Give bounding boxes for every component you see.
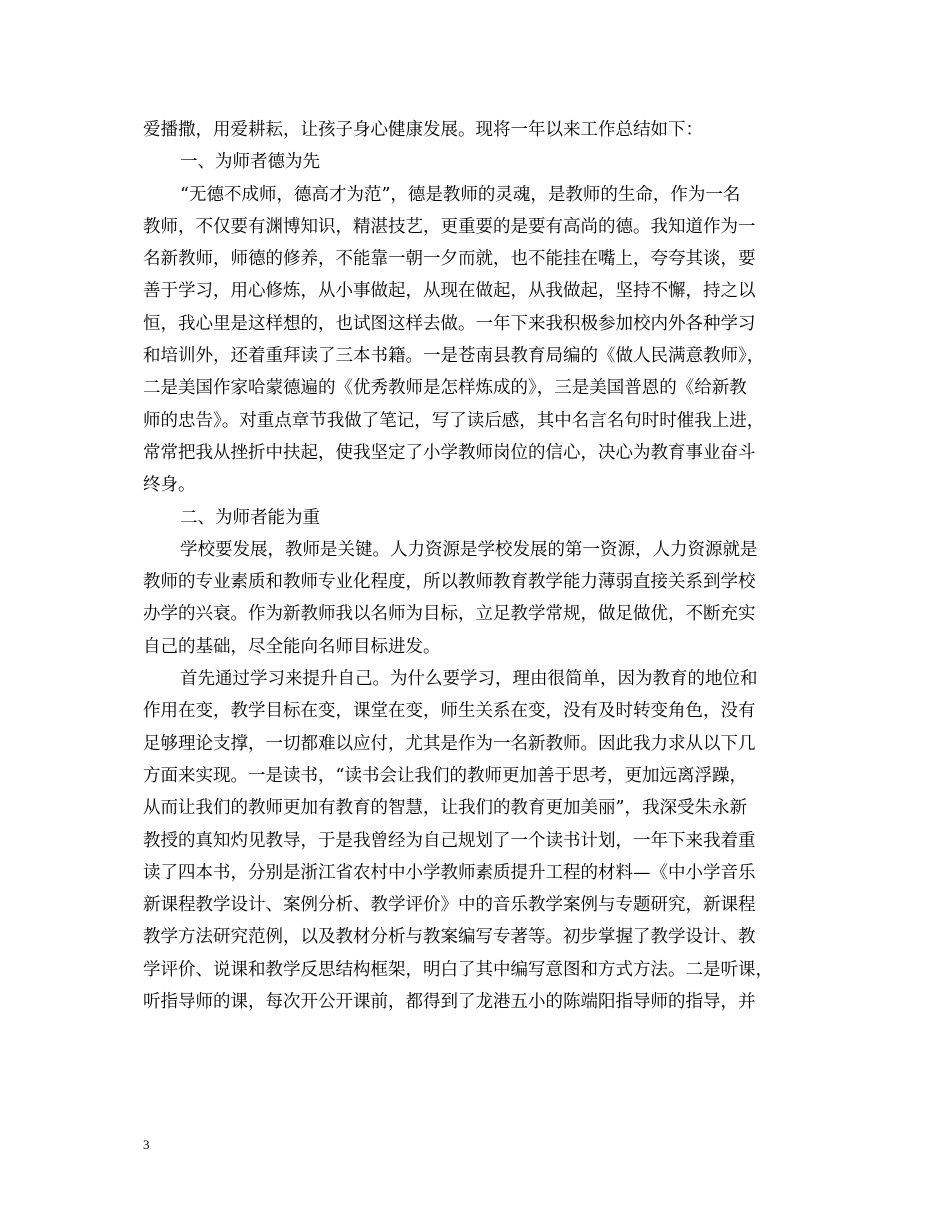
text-line: 足够理论支撑，一切都难以应付，尤其是作为一名新教师。因此我力求从以下几	[143, 733, 756, 754]
text-line: 自己的基础，尽全能向名师目标进发。	[143, 636, 441, 657]
text-line: 爱播撒，用爱耕耘，让孩子身心健康发展。现将一年以来工作总结如下：	[143, 120, 703, 140]
text-line: 和培训外，还着重拜读了三本书籍。一是苍南县教育局编的《做人民满意教师》，	[143, 346, 765, 367]
text-line: 恒，我心里是这样想的，也试图这样去做。一年下来我积极参加校内外各种学习	[143, 313, 756, 334]
section-heading-ability: 二、为师者能为重	[180, 507, 320, 528]
section-heading-virtue: 一、为师者德为先	[180, 152, 320, 173]
text-line: 作用在变，教学目标在变，课堂在变，师生关系在变，没有及时转变角色，没有	[143, 701, 756, 722]
text-line: 教师的专业素质和教师专业化程度，所以教师教育教学能力薄弱直接关系到学校	[143, 572, 756, 593]
text-line: 首先通过学习来提升自己。为什么要学习，理由很简单，因为教育的地位和	[180, 669, 758, 690]
text-line: 学评价、说课和教学反思结构框架，明白了其中编写意图和方式方法。二是听课，	[143, 959, 773, 980]
text-line: 教学方法研究范例，以及教材分析与教案编写专著等。初步掌握了教学设计、教	[143, 927, 756, 948]
body-text	[143, 114, 823, 1018]
page-number: 3	[143, 1137, 150, 1152]
text-line: 读了四本书，分别是浙江省农村中小学教师素质提升工程的材料—《中小学音乐	[143, 862, 756, 883]
text-line: 二是美国作家哈蒙德遍的《优秀教师是怎样炼成的》，三是美国普恩的《给新教	[143, 378, 747, 399]
text-line: 教师，不仅要有渊博知识，精湛技艺，更重要的是要有高尚的德。我知道作为一	[143, 216, 756, 237]
text-line: 名新教师，师德的修养，不能靠一朝一夕而就，也不能挂在嘴上，夸夸其谈，要	[143, 249, 756, 270]
text-line: 办学的兴衰。作为新教师我以名师为目标，立足教学常规，做足做优，不断充实	[143, 604, 756, 625]
text-line: “无德不成师，德高才为范”，德是教师的灵魂，是教师的生命，作为一名	[180, 184, 741, 205]
text-line: 听指导师的课，每次开公开课前，都得到了龙港五小的陈端阳指导师的指导，并	[143, 992, 756, 1013]
text-line: 学校要发展，教师是关键。人力资源是学校发展的第一资源，人力资源就是	[180, 539, 758, 560]
text-line: 师的忠告》。对重点章节我做了笔记，写了读后感，其中名言名句时时催我上进，	[143, 410, 765, 431]
text-line: 善于学习，用心修炼，从小事做起，从现在做起，从我做起，坚持不懈，持之以	[143, 281, 756, 302]
text-line: 新课程教学设计、案例分析、教学评价》中的音乐教学案例与专题研究，新课程	[143, 895, 756, 916]
text-line: 方面来实现。一是读书，“读书会让我们的教师更加善于思考，更加远离浮躁，	[143, 765, 747, 786]
text-line: 常常把我从挫折中扶起，使我坚定了小学教师岗位的信心，决心为教育事业奋斗	[143, 442, 756, 463]
text-line: 终身。	[143, 475, 196, 496]
text-line: 教授的真知灼见教导，于是我曾经为自己规划了一个读书计划，一年下来我着重	[143, 830, 756, 851]
text-line: 从而让我们的教师更加有教育的智慧，让我们的教育更加美丽”，我深受朱永新	[143, 798, 747, 819]
